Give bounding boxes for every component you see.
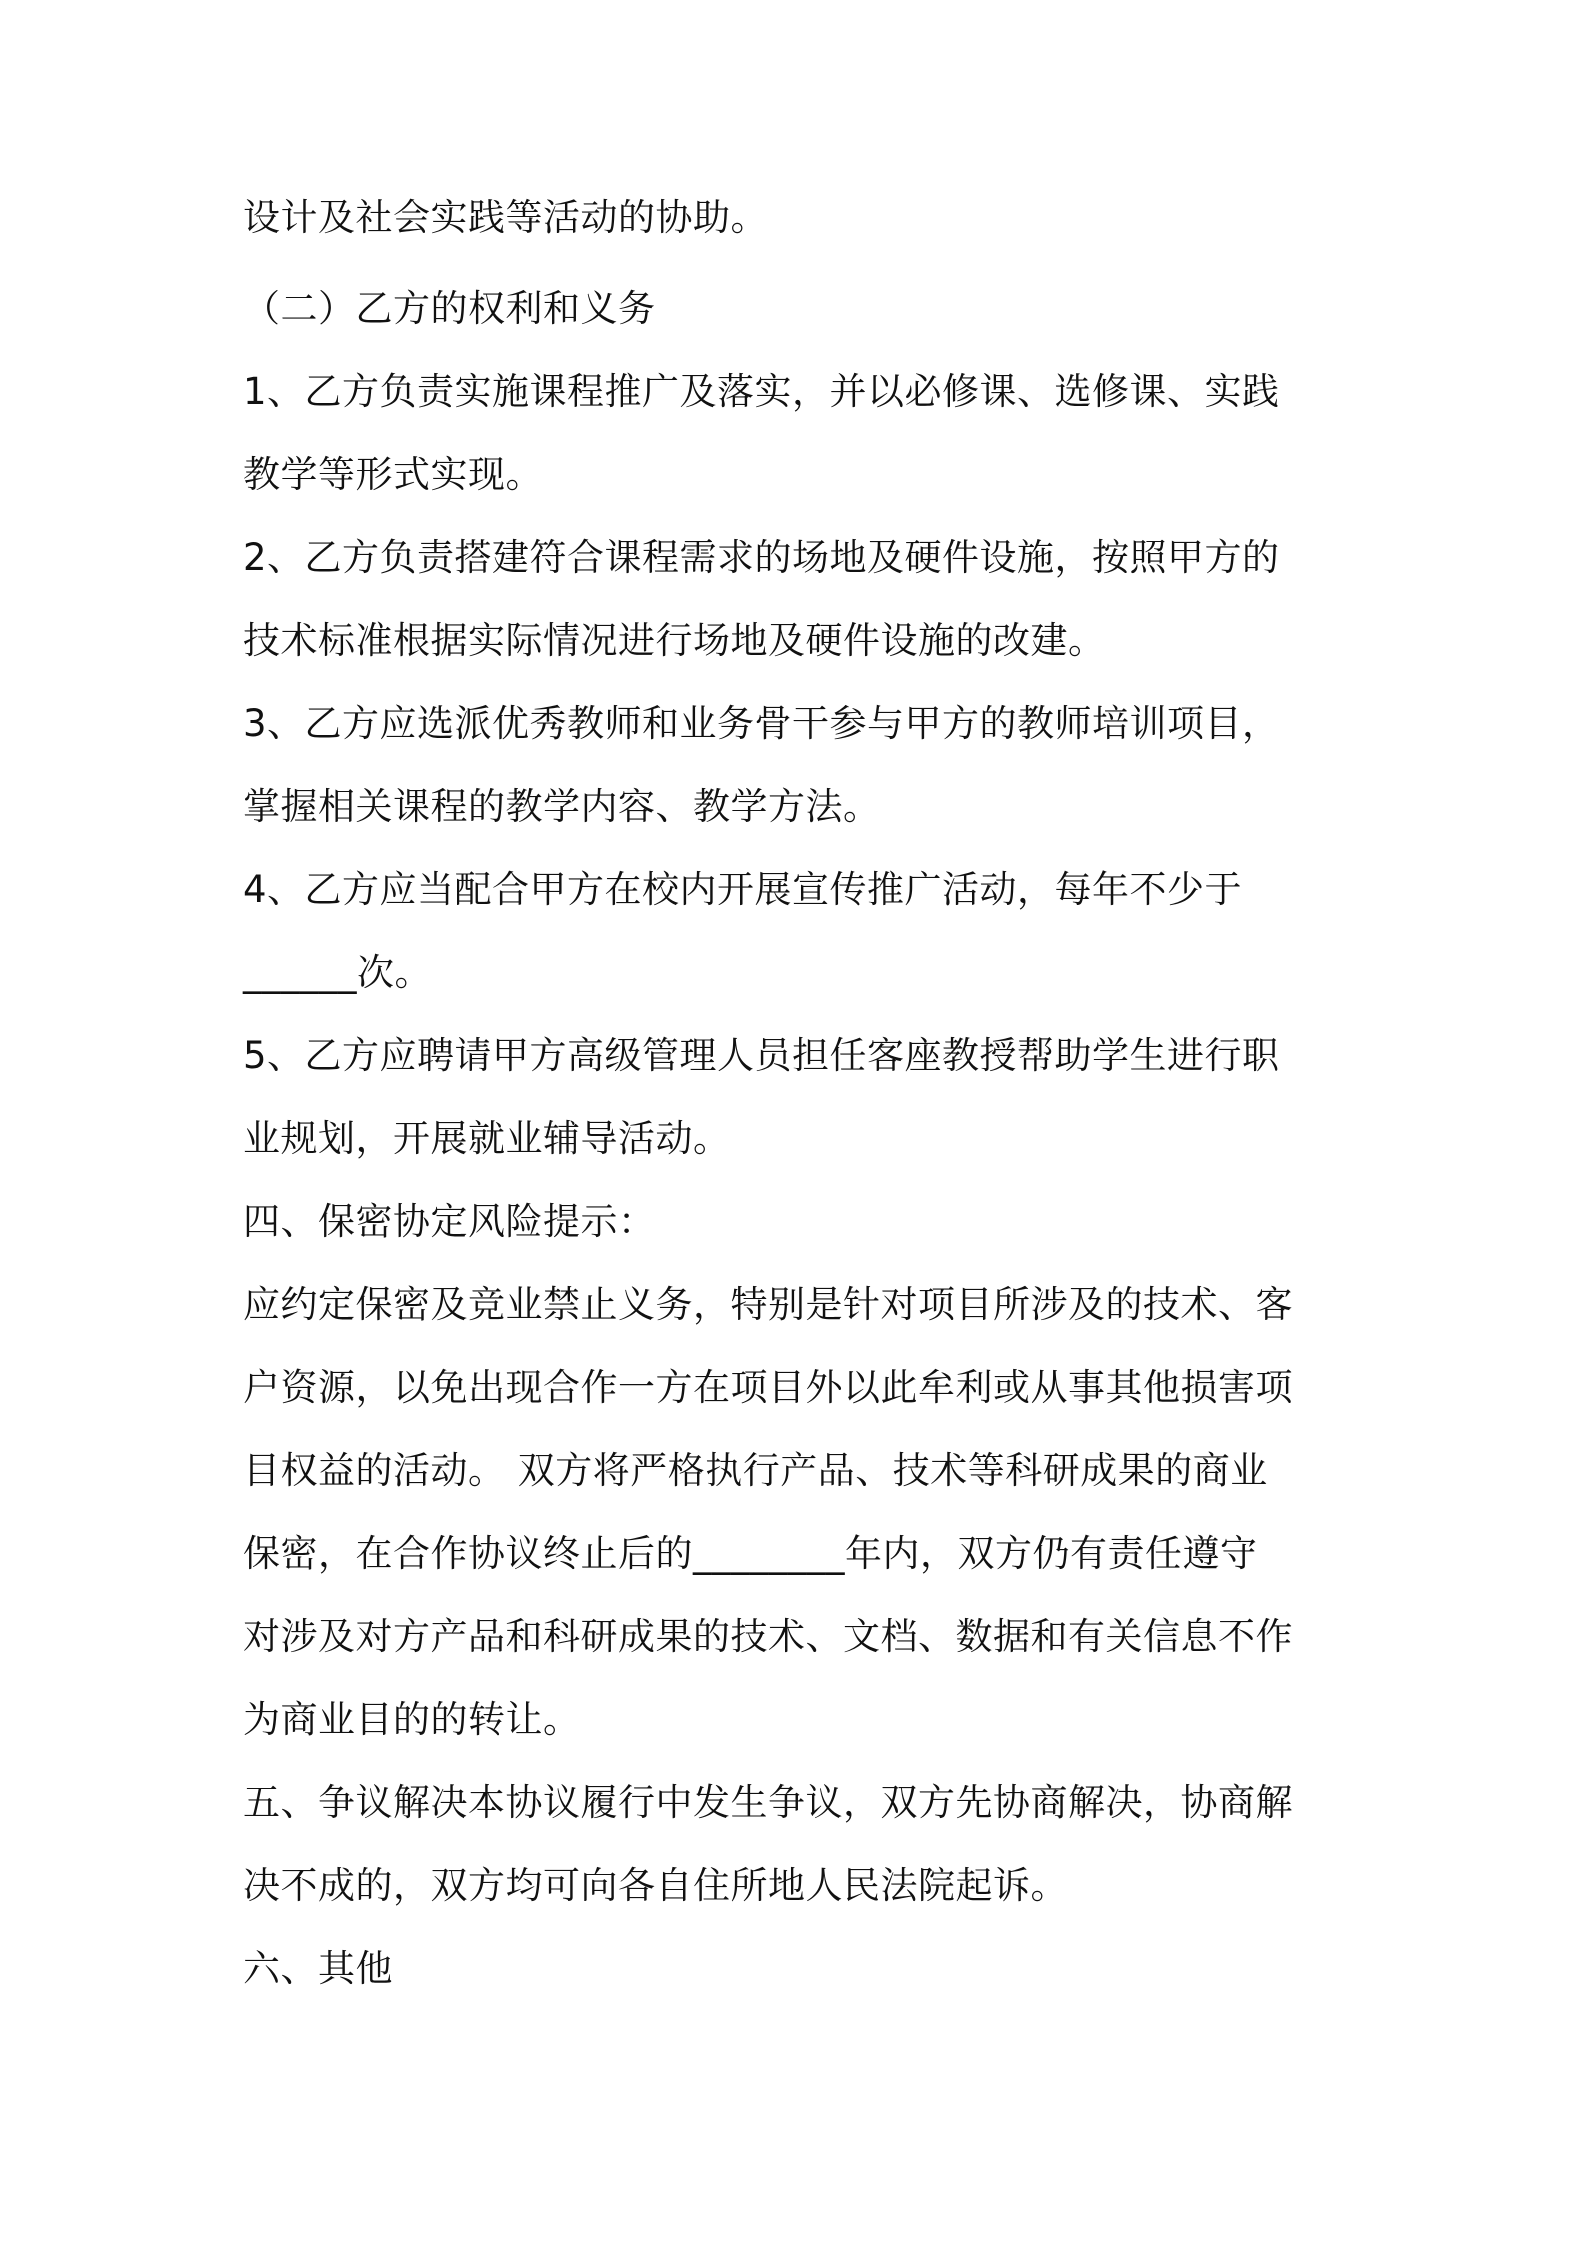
text-line: 技术标准根据实际情况进行场地及硬件设施的改建。	[243, 619, 1106, 662]
text-line: 应约定保密及竞业禁止义务，特别是针对项目所涉及的技术、客	[243, 1283, 1293, 1326]
section-heading: 四、保密协定风险提示：	[243, 1200, 656, 1243]
text-line: 设计及社会实践等活动的协助。	[243, 196, 768, 239]
text-line: 为商业目的的转让。	[243, 1698, 581, 1741]
text-line: 1、乙方负责实施课程推广及落实，并以必修课、选修课、实践	[243, 370, 1280, 413]
section-heading: 六、其他	[243, 1947, 393, 1990]
text-line: 2、乙方负责搭建符合课程需求的场地及硬件设施，按照甲方的	[243, 536, 1280, 579]
section-heading: （二）乙方的权利和义务	[243, 287, 656, 330]
text-line: ______次。	[243, 951, 432, 994]
text-line: 户资源，以免出现合作一方在项目外以此牟利或从事其他损害项	[243, 1366, 1293, 1409]
section-heading: 五、争议解决本协议履行中发生争议，双方先协商解决，协商解	[243, 1781, 1293, 1824]
text-line: 目权益的活动。 双方将严格执行产品、技术等科研成果的商业	[243, 1449, 1268, 1492]
text-line: 3、乙方应选派优秀教师和业务骨干参与甲方的教师培训项目，	[243, 702, 1280, 745]
text-line: 保密，在合作协议终止后的________年内，双方仍有责任遵守	[243, 1532, 1258, 1575]
text-line: 5、乙方应聘请甲方高级管理人员担任客座教授帮助学生进行职	[243, 1034, 1280, 1077]
text-line: 4、乙方应当配合甲方在校内开展宣传推广活动，每年不少于	[243, 868, 1243, 911]
text-line: 业规划，开展就业辅导活动。	[243, 1117, 731, 1160]
text-line: 决不成的，双方均可向各自住所地人民法院起诉。	[243, 1864, 1068, 1907]
text-line: 对涉及对方产品和科研成果的技术、文档、数据和有关信息不作	[243, 1615, 1293, 1658]
text-line: 掌握相关课程的教学内容、教学方法。	[243, 785, 881, 828]
text-line: 教学等形式实现。	[243, 453, 543, 496]
